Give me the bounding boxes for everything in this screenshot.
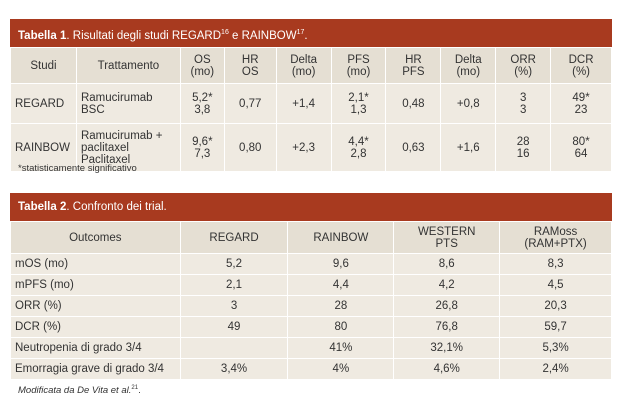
table1-dcr: 80* 64 — [551, 124, 612, 172]
table1-treatment: Ramucirumab + paclitaxel Paclitaxel — [76, 124, 180, 172]
table1-header-cell: ORR (%) — [496, 48, 551, 84]
table2-ramoss: 59,7 — [500, 317, 612, 338]
table2-regard: 3 — [180, 296, 288, 317]
table2-rainbow: 80 — [288, 317, 394, 338]
table-row — [11, 296, 612, 317]
table2-rainbow: 41% — [288, 338, 394, 359]
table1-header-row — [11, 48, 612, 84]
table1-hr-os: 0,80 — [224, 124, 276, 172]
table1-caption — [10, 19, 612, 50]
table1-header-cell: Delta (mo) — [276, 48, 331, 84]
table2-outcome: Neutropenia di grado 3/4 — [11, 338, 181, 359]
table2-regard: 3,4% — [180, 359, 288, 380]
table2-outcome: ORR (%) — [11, 296, 181, 317]
table2-regard: 5,2 — [180, 254, 288, 275]
table2-header-row — [11, 222, 612, 254]
table-row — [11, 275, 612, 296]
table1-header-cell: PFS (mo) — [331, 48, 386, 84]
table2-header-cell: REGARD — [180, 222, 288, 254]
table1-header-cell: HR PFS — [386, 48, 441, 84]
table1-header-cell: Trattamento — [76, 48, 180, 84]
table2-ramoss: 2,4% — [500, 359, 612, 380]
table1-pfs: 2,1* 1,3 — [331, 84, 386, 124]
table2-source-end: . — [138, 385, 141, 397]
table2-western: 8,6 — [394, 254, 500, 275]
table2-ramoss: 20,3 — [500, 296, 612, 317]
table1-header-cell: Delta (mo) — [441, 48, 496, 84]
table2-outcome: mOS (mo) — [11, 254, 181, 275]
table-row — [11, 317, 612, 338]
table2-ramoss: 5,3% — [500, 338, 612, 359]
table-row — [11, 254, 612, 275]
table2-rainbow: 4,4 — [288, 275, 394, 296]
table1-hr-os: 0,77 — [224, 84, 276, 124]
table2-western: 32,1% — [394, 338, 500, 359]
table2-regard: 2,1 — [180, 275, 288, 296]
table2-rainbow: 9,6 — [288, 254, 394, 275]
table1-orr: 28 16 — [496, 124, 551, 172]
table1-footnote: *statisticamente significativo — [18, 163, 137, 174]
table1-orr: 3 3 — [496, 84, 551, 124]
table2-western: 4,6% — [394, 359, 500, 380]
table1-os: 5,2* 3,8 — [180, 84, 224, 124]
table1-delta-os: +2,3 — [276, 124, 331, 172]
table-row — [11, 359, 612, 380]
table2-western: 76,8 — [394, 317, 500, 338]
table2-ramoss: 4,5 — [500, 275, 612, 296]
table2-caption — [10, 193, 612, 221]
table1-caption-end: . — [304, 29, 308, 42]
table-row — [11, 84, 612, 124]
table2-outcome: DCR (%) — [11, 317, 181, 338]
table2-outcome: mPFS (mo) — [11, 275, 181, 296]
table1-hr-pfs: 0,48 — [386, 84, 441, 124]
table1-caption-text: . Risultati degli studi REGARD — [66, 29, 222, 42]
table1-caption-ref1: 16 — [221, 29, 229, 36]
table1-caption-label: Tabella 1 — [18, 29, 67, 42]
table2-header-cell: RAMoss (RAM+PTX) — [500, 222, 612, 254]
table1-dcr: 49* 23 — [551, 84, 612, 124]
table2-regard — [180, 338, 288, 359]
table2-outcome: Emorragia grave di grado 3/4 — [11, 359, 181, 380]
table1-treatment: Ramucirumab BSC — [76, 84, 180, 124]
table2-header-cell: RAINBOW — [288, 222, 394, 254]
table1-pfs: 4,4* 2,8 — [331, 124, 386, 172]
table1-study: RAINBOW — [11, 124, 77, 172]
table2-caption-label: Tabella 2 — [18, 201, 67, 213]
table2-source-text: Modificata da De Vita et al. — [18, 385, 132, 397]
table1-delta-pfs: +0,8 — [441, 84, 496, 124]
table1-study: REGARD — [11, 84, 77, 124]
table1-header-cell: Studi — [11, 48, 77, 84]
table2-source-ref: 21 — [131, 385, 139, 391]
table1-header-cell: DCR (%) — [551, 48, 612, 84]
table1-header-cell: OS (mo) — [180, 48, 224, 84]
table2-western: 4,2 — [394, 275, 500, 296]
table-row — [11, 338, 612, 359]
table2-rainbow: 28 — [288, 296, 394, 317]
table1-caption-ref2: 17 — [296, 29, 305, 36]
table2-western: 26,8 — [394, 296, 500, 317]
table2-ramoss: 8,3 — [500, 254, 612, 275]
table2-regard: 49 — [180, 317, 288, 338]
table1 — [10, 47, 612, 172]
table1-hr-pfs: 0,63 — [386, 124, 441, 172]
table2-header-cell: Outcomes — [11, 222, 181, 254]
table2 — [10, 221, 612, 380]
table2-header-cell: WESTERN PTS — [394, 222, 500, 254]
table1-delta-os: +1,4 — [276, 84, 331, 124]
table2-source — [18, 385, 141, 396]
table1-os: 9,6* 7,3 — [180, 124, 224, 172]
table1-caption-mid: e RAINBOW — [228, 29, 297, 42]
table1-delta-pfs: +1,6 — [441, 124, 496, 172]
table2-caption-text: . Confronto dei trial. — [66, 201, 167, 213]
table2-rainbow: 4% — [288, 359, 394, 380]
table1-header-cell: HR OS — [224, 48, 276, 84]
